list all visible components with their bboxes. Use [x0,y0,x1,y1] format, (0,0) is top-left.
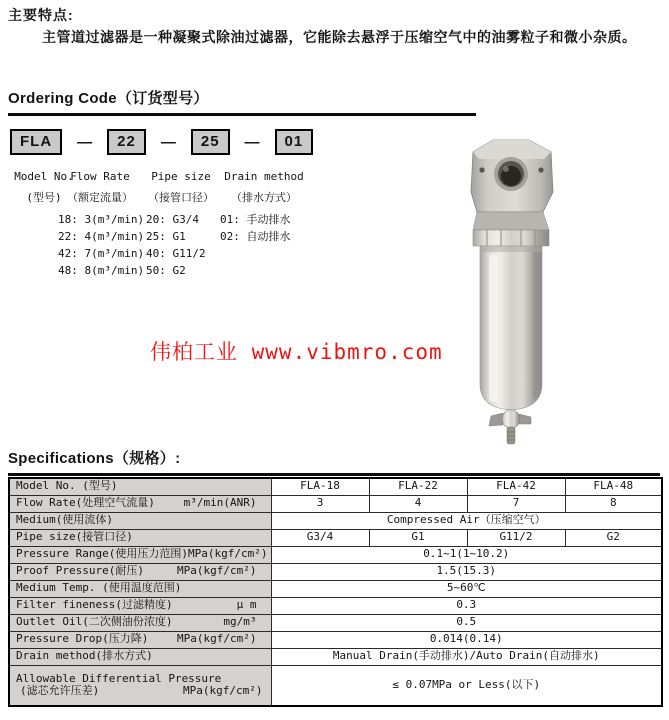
legend-header-cn: (型号) [26,191,62,204]
filter-cap [471,140,553,230]
spec-unit: mg/m³ [223,615,257,629]
legend-header-cn: （接管口径） [148,191,214,204]
legend-header-cn: （额定流量） [67,191,133,204]
code-dash: — [244,133,260,151]
legend-item: 42: 7(m³/min) [58,247,145,260]
spec-row-medium [9,512,662,529]
spec-row-pipe-size [9,529,662,546]
legend-header-en: Pipe size [151,170,211,183]
ordering-code-row [10,129,313,155]
spec-table [8,477,663,707]
ordering-code-title: Ordering Code（订货型号） [8,87,476,116]
code-box-series: FLA [10,129,62,155]
legend-column-pipe-size [144,170,218,279]
spec-unit: MPa(kgf/cm²) [177,632,257,646]
spec-label: Outlet Oil(二次侧油份浓度) [16,615,173,629]
spec-row-proof-pressure [9,563,662,580]
legend-header-cn: （排水方式） [231,191,297,204]
spec-value: Compressed Air（压缩空气） [271,512,662,529]
drain-valve [489,410,531,444]
cap-screw-left [479,167,484,172]
legend-item: 25: G1 [146,230,186,243]
spec-value: 4 [369,495,467,512]
legend-item: 01: 手动排水 [220,213,291,226]
legend-item: 18: 3(m³/min) [58,213,145,226]
spec-row-outlet-oil [9,614,662,631]
spec-value: G3/4 [271,529,369,546]
cap-screw-right [538,167,543,172]
code-box-pipe: 25 [191,129,230,155]
spec-value: 7 [467,495,565,512]
spec-label: Model No. (型号) [9,478,271,495]
spec-row-model [9,478,662,495]
code-box-drain: 01 [275,129,314,155]
legend-item: 02: 自动排水 [220,230,291,243]
spec-unit: m³/min(ANR) [183,496,257,510]
spec-value: ≤ 0.07MPa or Less(以下) [271,665,662,706]
legend-column-flow-rate [56,170,144,279]
spec-value: FLA-48 [565,478,662,495]
code-box-flow: 22 [107,129,146,155]
spec-value: FLA-42 [467,478,565,495]
spec-value: 3 [271,495,369,512]
legend-item: 22: 4(m³/min) [58,230,145,243]
spec-label: Proof Pressure(耐压) [16,564,144,578]
spec-value: 1.5(15.3) [271,563,662,580]
watermark: 伟柏工业 www.vibmro.com [150,340,443,364]
spec-row-medium-temp [9,580,662,597]
filter-bowl [480,246,542,410]
spec-label: Filter fineness(过滤精度) [16,598,173,612]
spec-value: 5~60℃ [271,580,662,597]
spec-label: Pressure Range(使用压力范围) [16,547,188,561]
spec-unit: MPa(kgf/cm²) [187,547,268,561]
spec-row-flow-rate [9,495,662,512]
spec-unit: MPa(kgf/cm²) [183,684,263,698]
legend-item: 48: 8(m³/min) [58,264,145,277]
spec-label: Pressure Drop(压力降) [16,632,149,646]
spec-value: Manual Drain(手动排水)/Auto Drain(自动排水) [271,648,662,665]
spec-label: Medium(使用流体) [9,512,271,529]
features-heading: 主要特点: [8,7,74,23]
spec-label: Medium Temp. (使用温度范围) [9,580,271,597]
spec-row-pressure-range [9,546,662,563]
spec-value: 0.1~1(1~10.2) [271,546,662,563]
legend-header-en: Drain method [224,170,304,183]
spec-value: G2 [565,529,662,546]
legend-header-en: Flow Rate [70,170,130,183]
features-text: 主管道过滤器是一种凝聚式除油过滤器，它能除去悬浮于压缩空气中的油雾粒子和微小杂质。 [42,29,637,45]
legend-header-en: Model No. [14,170,74,183]
spec-unit: MPa(kgf/cm²) [177,564,257,578]
code-dash: — [77,133,93,151]
spec-label-line1: Allowable Differential Pressure [16,671,222,685]
spec-value: FLA-18 [271,478,369,495]
product-photo [433,136,587,452]
spec-value: G1 [369,529,467,546]
spec-value: 0.014(0.14) [271,631,662,648]
spec-row-allowable-differential-pressure [9,665,662,706]
spec-value: 0.3 [271,597,662,614]
spec-value: 0.5 [271,614,662,631]
legend-column-drain-method [218,170,310,245]
spec-value: FLA-22 [369,478,467,495]
spec-label: Drain method(排水方式) [9,648,271,665]
ordering-legend [0,170,440,282]
spec-label: Flow Rate(处理空气流量) [16,496,155,510]
specifications-title: Specifications（规格）: [8,447,660,476]
filter-collar [473,230,549,246]
spec-row-pressure-drop [9,631,662,648]
spec-row-filter-fineness [9,597,662,614]
spec-label: Pipe size(接管口径) [9,529,271,546]
legend-item: 20: G3/4 [146,213,199,226]
spec-label-line2: (滤芯允许压差) [20,684,100,698]
spec-value: 8 [565,495,662,512]
spec-row-drain-method [9,648,662,665]
legend-item: 50: G2 [146,264,186,277]
spec-unit: μ m [236,598,257,612]
code-dash: — [160,133,176,151]
filter-illustration [433,136,587,452]
spec-value: G11/2 [467,529,565,546]
legend-item: 40: G11/2 [146,247,206,260]
